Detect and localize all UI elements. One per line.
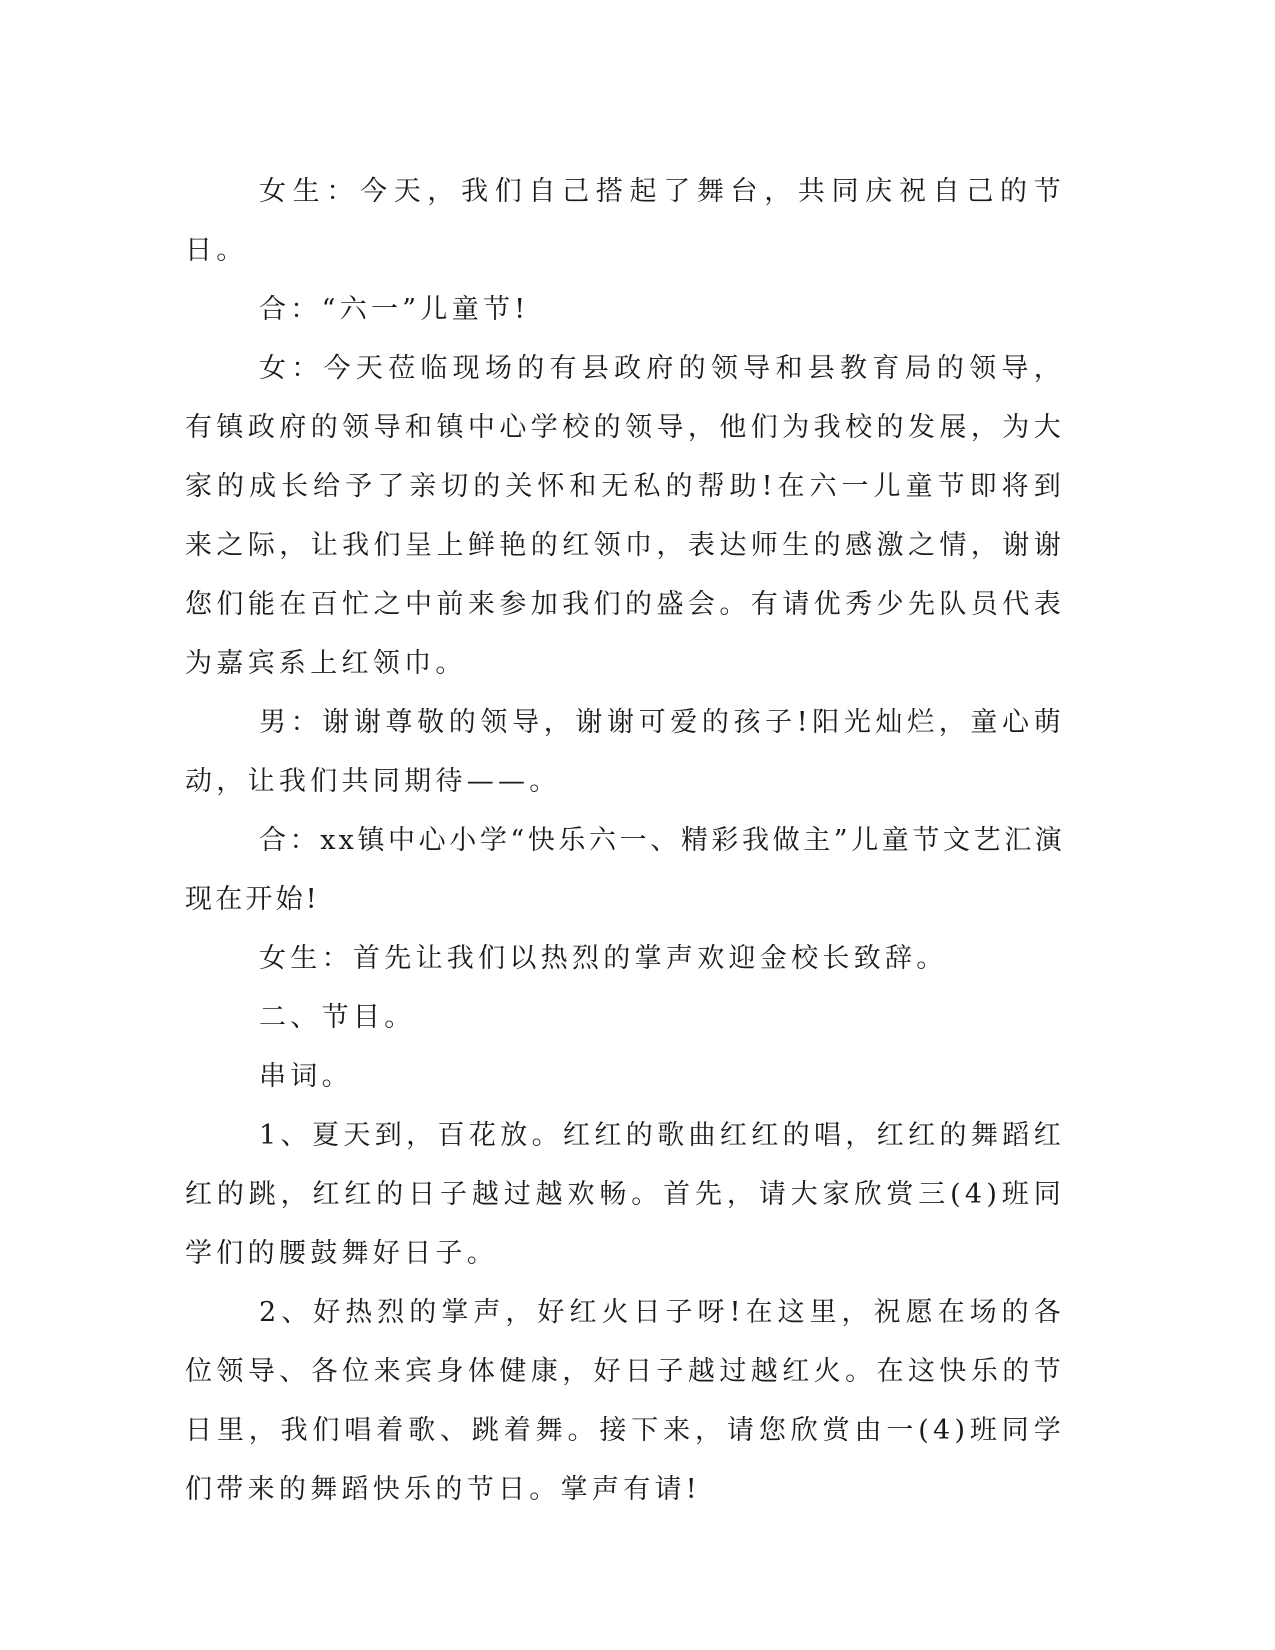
paragraph-5: 合：xx镇中心小学“快乐六一、精彩我做主”儿童节文艺汇演现在开始! [185, 825, 1065, 915]
paragraph-item-1: 1、夏天到，百花放。红红的歌曲红红的唱，红红的舞蹈红红的跳，红红的日子越过越欢畅。首先，请大家欣赏三(4)班同学们的腰鼓舞好日子。 [185, 1120, 1065, 1269]
paragraph-4: 男：谢谢尊敬的领导，谢谢可爱的孩子!阳光灿烂，童心萌动，让我们共同期待——。 [185, 707, 1065, 797]
document-body [185, 162, 1065, 1519]
paragraph-1: 女生：今天，我们自己搭起了舞台，共同庆祝自己的节日。 [185, 176, 1065, 266]
paragraph-6: 女生：首先让我们以热烈的掌声欢迎金校长致辞。 [259, 943, 948, 974]
section-heading: 二、节目。 [259, 1002, 416, 1033]
paragraph-item-2: 2、好热烈的掌声，好红火日子呀!在这里，祝愿在场的各位领导、各位来宾身体健康，好日子越过越红火。在这快乐的节日里，我们唱着歌、跳着舞。接下来，请您欣赏由一(4)班同学们带来的舞蹈快乐的节日。掌声有请! [185, 1297, 1065, 1505]
paragraph-2: 合：“六一”儿童节! [259, 294, 530, 325]
subheading: 串词。 [259, 1061, 353, 1092]
paragraph-3: 女：今天莅临现场的有县政府的领导和县教育局的领导，有镇政府的领导和镇中心学校的领导，他们为我校的发展，为大家的成长给予了亲切的关怀和无私的帮助!在六一儿童节即将到来之际，让我们呈上鲜艳的红领巾，表达师生的感激之情，谢谢您们能在百忙之中前来参加我们的盛会。有请优秀少先队员代表为嘉宾系上红领巾。 [185, 353, 1065, 679]
